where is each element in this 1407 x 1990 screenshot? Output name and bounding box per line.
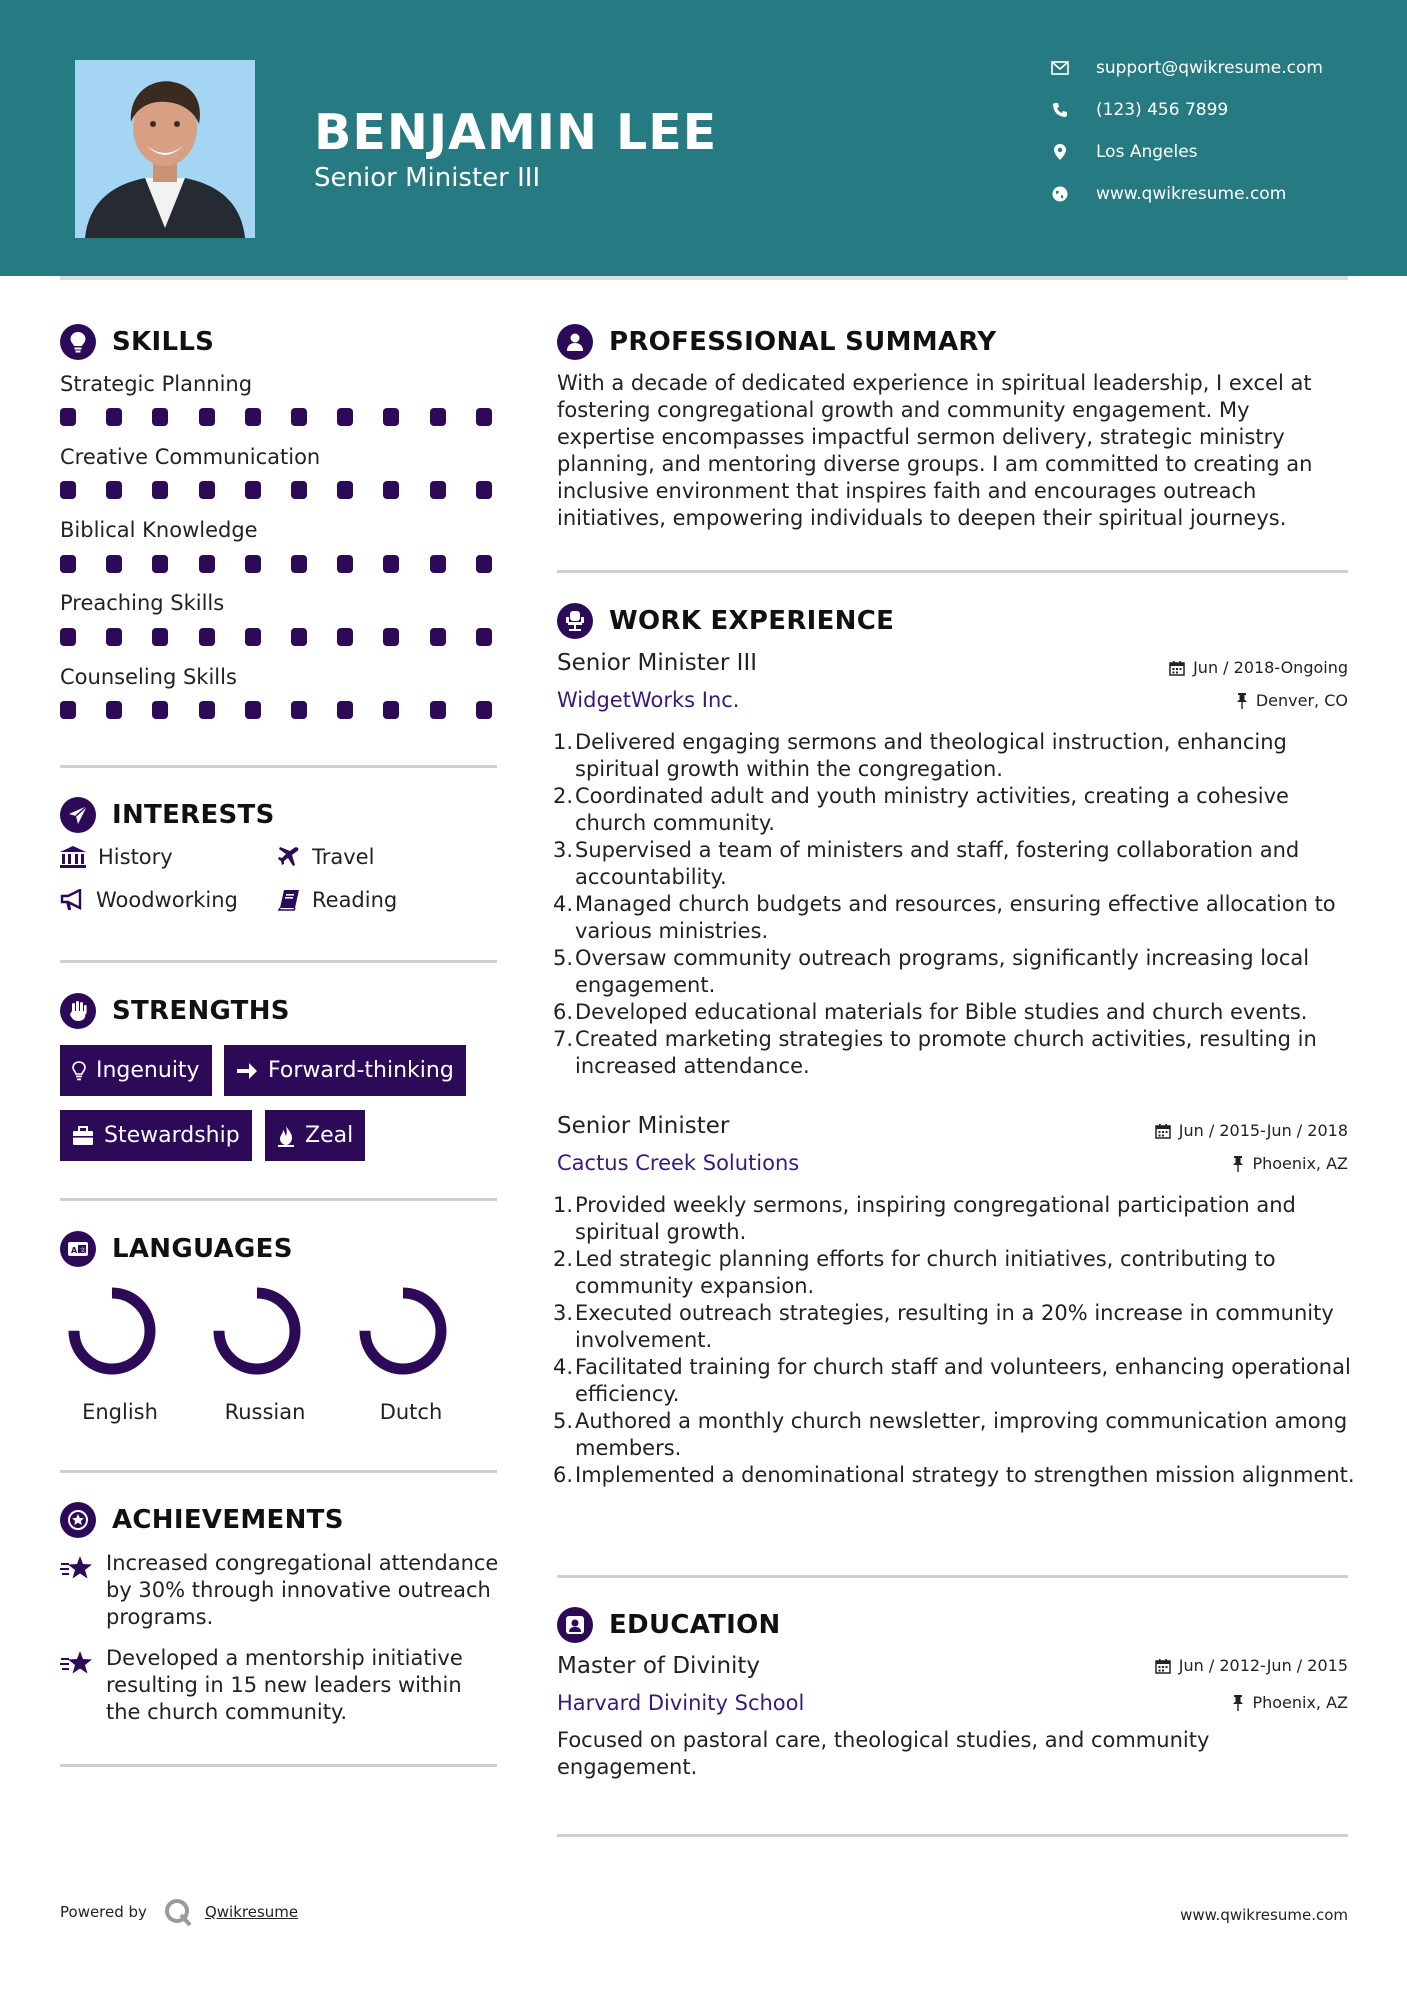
- skill-dot: [245, 481, 261, 499]
- contact-phone[interactable]: [1050, 100, 1380, 120]
- star-icon: [60, 1554, 94, 1580]
- interest-item: [60, 845, 173, 869]
- contact-website-text: www.qwikresume.com: [1096, 184, 1287, 204]
- skill-dot: [106, 555, 122, 573]
- skill-dot: [337, 481, 353, 499]
- skill-dot: [291, 628, 307, 646]
- skill-dot: [383, 555, 399, 573]
- language-label: Russian: [224, 1400, 306, 1424]
- summary-heading: [557, 324, 996, 360]
- education-dates-text: Jun / 2012-Jun / 2015: [1178, 1656, 1348, 1675]
- job-location: [1232, 1154, 1348, 1173]
- skill-dot: [383, 628, 399, 646]
- skill-dot: [476, 408, 492, 426]
- header-divider: [60, 276, 1348, 280]
- skill-dot: [291, 408, 307, 426]
- skill-label: Creative Communication: [60, 445, 321, 469]
- lightbulb-icon: [60, 324, 96, 360]
- skill-dot: [337, 701, 353, 719]
- education-dates: [1155, 1656, 1348, 1675]
- job-dates: [1155, 1121, 1348, 1140]
- section-divider: [60, 1470, 497, 1473]
- strength-tag: [60, 1045, 212, 1096]
- job-responsibilities: [553, 729, 1355, 1080]
- skill-dot: [245, 555, 261, 573]
- strength-tag: [224, 1045, 466, 1096]
- responsibility-item: 6. Developed educational materials for Bible studies and church events.: [553, 1000, 1308, 1024]
- skill-dot: [383, 481, 399, 499]
- job-location-text: Phoenix, AZ: [1252, 1154, 1348, 1173]
- skill-rating: [60, 701, 500, 721]
- strength-tag: [60, 1110, 252, 1161]
- strength-label: Ingenuity: [96, 1058, 200, 1083]
- education-title: EDUCATION: [609, 1610, 781, 1640]
- candidate-name: BENJAMIN LEE: [314, 104, 718, 161]
- phone-icon: [1050, 100, 1070, 120]
- skill-dot: [430, 628, 446, 646]
- skill-dot: [337, 408, 353, 426]
- education-location: [1232, 1693, 1348, 1712]
- qwikresume-link[interactable]: Qwikresume: [204, 1903, 299, 1921]
- achievements-heading: [60, 1502, 344, 1538]
- education-degree: Master of Divinity: [557, 1653, 761, 1679]
- skill-dot: [383, 701, 399, 719]
- job-dates: [1169, 658, 1348, 677]
- job-responsibilities: [553, 1192, 1355, 1489]
- section-divider: [557, 570, 1348, 573]
- strengths-title: STRENGTHS: [112, 996, 290, 1026]
- contact-location: [1050, 142, 1380, 162]
- interests-title: INTERESTS: [112, 800, 275, 830]
- skill-dot: [245, 701, 261, 719]
- interests-heading: [60, 797, 275, 833]
- paper-plane-icon: [60, 797, 96, 833]
- job-role: Senior Minister III: [557, 650, 758, 676]
- fire-icon: [277, 1125, 295, 1147]
- job-company: Cactus Creek Solutions: [557, 1151, 800, 1175]
- skill-dot: [430, 701, 446, 719]
- skills-title: SKILLS: [112, 327, 215, 357]
- language-ring-dutch: [355, 1283, 451, 1379]
- arrow-right-icon: [236, 1061, 258, 1081]
- achievement-text: Increased congregational attendance by 30% through innovative outreach programs.: [106, 1551, 499, 1629]
- interest-item: [278, 845, 374, 869]
- responsibility-item: 1. Provided weekly sermons, inspiring congregational participation and spiritual growth.: [553, 1193, 1296, 1244]
- lightbulb-icon: [72, 1061, 86, 1081]
- contact-location-text: Los Angeles: [1096, 142, 1198, 162]
- section-divider: [557, 1575, 1348, 1578]
- contact-email[interactable]: [1050, 58, 1380, 78]
- skill-rating: [60, 481, 500, 501]
- skill-dot: [291, 555, 307, 573]
- strength-label: Forward-thinking: [268, 1058, 454, 1083]
- interest-label: Travel: [312, 845, 375, 869]
- skill-dot: [199, 481, 215, 499]
- skill-dot: [106, 481, 122, 499]
- skill-dot: [152, 555, 168, 573]
- job-role: Senior Minister: [557, 1113, 730, 1139]
- footer-powered-by: [60, 1897, 298, 1927]
- job-location-text: Denver, CO: [1255, 691, 1348, 710]
- star-badge-icon: [60, 1502, 96, 1538]
- skill-label: Preaching Skills: [60, 591, 225, 615]
- interest-item: [60, 888, 238, 912]
- achievement-item: [60, 1550, 500, 1631]
- language-label: English: [82, 1400, 158, 1424]
- contact-email-text: support@qwikresume.com: [1096, 58, 1323, 78]
- pushpin-icon: [1236, 693, 1248, 709]
- job-company: WidgetWorks Inc.: [557, 688, 740, 712]
- pushpin-icon: [1232, 1156, 1244, 1172]
- skill-dot: [152, 481, 168, 499]
- svg-text:A: A: [71, 1246, 78, 1255]
- skill-dot: [60, 555, 76, 573]
- calendar-icon: [1169, 660, 1185, 676]
- museum-icon: [60, 846, 86, 868]
- skill-dot: [291, 481, 307, 499]
- envelope-icon: [1050, 58, 1070, 78]
- strength-label: Zeal: [305, 1123, 354, 1148]
- skill-dot: [106, 628, 122, 646]
- profile-photo: [75, 60, 255, 238]
- globe-icon: [1050, 184, 1070, 204]
- responsibility-item: 5. Authored a monthly church newsletter, improving communication among members.: [553, 1409, 1348, 1460]
- skill-dot: [199, 701, 215, 719]
- office-chair-icon: [557, 603, 593, 639]
- skill-dot: [60, 481, 76, 499]
- interest-label: Reading: [312, 888, 398, 912]
- interest-item: [278, 888, 397, 912]
- hand-icon: [60, 993, 96, 1029]
- book-icon: [278, 889, 300, 911]
- job-dates-text: Jun / 2015-Jun / 2018: [1178, 1121, 1348, 1140]
- section-divider: [60, 1764, 497, 1767]
- skill-dot: [199, 628, 215, 646]
- contact-phone-text: (123) 456 7899: [1096, 100, 1229, 120]
- section-divider: [557, 1834, 1348, 1837]
- skill-dot: [245, 408, 261, 426]
- language-level-arc: [74, 1293, 150, 1369]
- bullhorn-icon: [60, 889, 84, 911]
- achievement-item: [60, 1645, 500, 1726]
- strength-tag: [265, 1110, 365, 1161]
- responsibility-item: 7. Created marketing strategies to promote church activities, resulting in increased attendance.: [553, 1027, 1317, 1078]
- skill-rating: [60, 408, 500, 428]
- skill-dot: [337, 555, 353, 573]
- language-ring-russian: [209, 1283, 305, 1379]
- education-location-text: Phoenix, AZ: [1252, 1693, 1348, 1712]
- skill-rating: [60, 555, 500, 575]
- skill-dot: [476, 555, 492, 573]
- graduate-icon: [557, 1607, 593, 1643]
- skill-dot: [476, 481, 492, 499]
- skill-label: Strategic Planning: [60, 372, 253, 396]
- summary-text: With a decade of dedicated experience in spiritual leadership, I excel at fostering congregational growth and community engagement. My expertise encompasses impactful sermon delivery, strategic ministry planning, and mentoring diverse groups. I am committed to creating an inclusive environment that inspires faith and encourages outreach initiatives, empowering individuals to deepen their spiritual journeys.: [557, 371, 1313, 530]
- skill-dot: [60, 701, 76, 719]
- achievements-title: ACHIEVEMENTS: [112, 1505, 344, 1535]
- skill-dot: [152, 408, 168, 426]
- skills-heading: [60, 324, 214, 360]
- map-pin-icon: [1050, 142, 1070, 162]
- contact-website[interactable]: [1050, 184, 1380, 204]
- interest-label: History: [98, 845, 173, 869]
- job-dates-text: Jun / 2018-Ongoing: [1193, 658, 1348, 677]
- education-school: Harvard Divinity School: [557, 1691, 805, 1715]
- responsibility-item: 5. Oversaw community outreach programs, significantly increasing local engagement.: [553, 946, 1310, 997]
- responsibility-item: 4. Managed church budgets and resources, ensuring effective allocation to various ministries.: [553, 892, 1336, 943]
- footer-website[interactable]: www.qwikresume.com: [1180, 1906, 1348, 1924]
- responsibility-item: 2. Coordinated adult and youth ministry activities, creating a cohesive church community.: [553, 784, 1289, 835]
- skill-dot: [199, 555, 215, 573]
- interest-label: Woodworking: [96, 888, 238, 912]
- experience-heading: [557, 603, 894, 639]
- candidate-title: Senior Minister III: [314, 163, 541, 193]
- strength-label: Stewardship: [104, 1123, 240, 1148]
- briefcase-icon: [72, 1126, 94, 1146]
- responsibility-item: 3. Supervised a team of ministers and staff, fostering collaboration and accountability.: [553, 838, 1300, 889]
- responsibility-item: 6. Implemented a denominational strategy to strengthen mission alignment.: [553, 1463, 1355, 1487]
- education-heading: [557, 1607, 781, 1643]
- language-level-arc: [219, 1293, 295, 1369]
- powered-by-text: Powered by: [60, 1903, 147, 1921]
- skill-dot: [383, 408, 399, 426]
- skill-label: Biblical Knowledge: [60, 518, 258, 542]
- responsibility-item: 4. Facilitated training for church staff and volunteers, enhancing operational efficiency.: [553, 1355, 1351, 1406]
- skill-dot: [152, 701, 168, 719]
- skill-dot: [476, 628, 492, 646]
- skill-dot: [106, 701, 122, 719]
- skill-dot: [430, 408, 446, 426]
- skill-dot: [337, 628, 353, 646]
- skill-dot: [430, 555, 446, 573]
- language-ring-english: [64, 1283, 160, 1379]
- achievement-text: Developed a mentorship initiative resulting in 15 new leaders within the church community.: [106, 1646, 463, 1724]
- languages-heading: [60, 1231, 293, 1267]
- skill-dot: [291, 701, 307, 719]
- summary-title: PROFESSIONAL SUMMARY: [609, 327, 997, 357]
- svg-text:文: 文: [79, 1247, 86, 1254]
- responsibility-item: 2. Led strategic planning efforts for church initiatives, contributing to community expansion.: [553, 1247, 1276, 1298]
- section-divider: [60, 765, 497, 768]
- calendar-icon: [1155, 1123, 1171, 1139]
- responsibility-item: 3. Executed outreach strategies, resulting in a 20% increase in community involvement.: [553, 1301, 1334, 1352]
- skill-dot: [430, 481, 446, 499]
- job-location: [1236, 691, 1348, 710]
- experience-title: WORK EXPERIENCE: [609, 606, 895, 636]
- responsibility-item: 1. Delivered engaging sermons and theological instruction, enhancing spiritual growth within the congregation.: [553, 730, 1287, 781]
- section-divider: [60, 960, 497, 963]
- skill-rating: [60, 628, 500, 648]
- calendar-icon: [1155, 1658, 1171, 1674]
- skill-dot: [245, 628, 261, 646]
- star-icon: [60, 1649, 94, 1675]
- skill-dot: [60, 628, 76, 646]
- language-level-arc: [365, 1293, 441, 1369]
- skill-label: Counseling Skills: [60, 665, 237, 689]
- language-icon: [60, 1231, 96, 1267]
- pushpin-icon: [1232, 1695, 1244, 1711]
- plane-icon: [278, 846, 300, 868]
- skill-dot: [199, 408, 215, 426]
- skill-dot: [60, 408, 76, 426]
- user-icon: [557, 324, 593, 360]
- section-divider: [60, 1198, 497, 1201]
- language-label: Dutch: [379, 1400, 443, 1424]
- education-description: Focused on pastoral care, theological studies, and community engagement.: [557, 1728, 1210, 1779]
- skill-dot: [476, 701, 492, 719]
- qwikresume-logo-icon: [163, 1897, 193, 1927]
- skill-dot: [152, 628, 168, 646]
- skill-dot: [106, 408, 122, 426]
- languages-title: LANGUAGES: [112, 1234, 293, 1264]
- strengths-heading: [60, 993, 290, 1029]
